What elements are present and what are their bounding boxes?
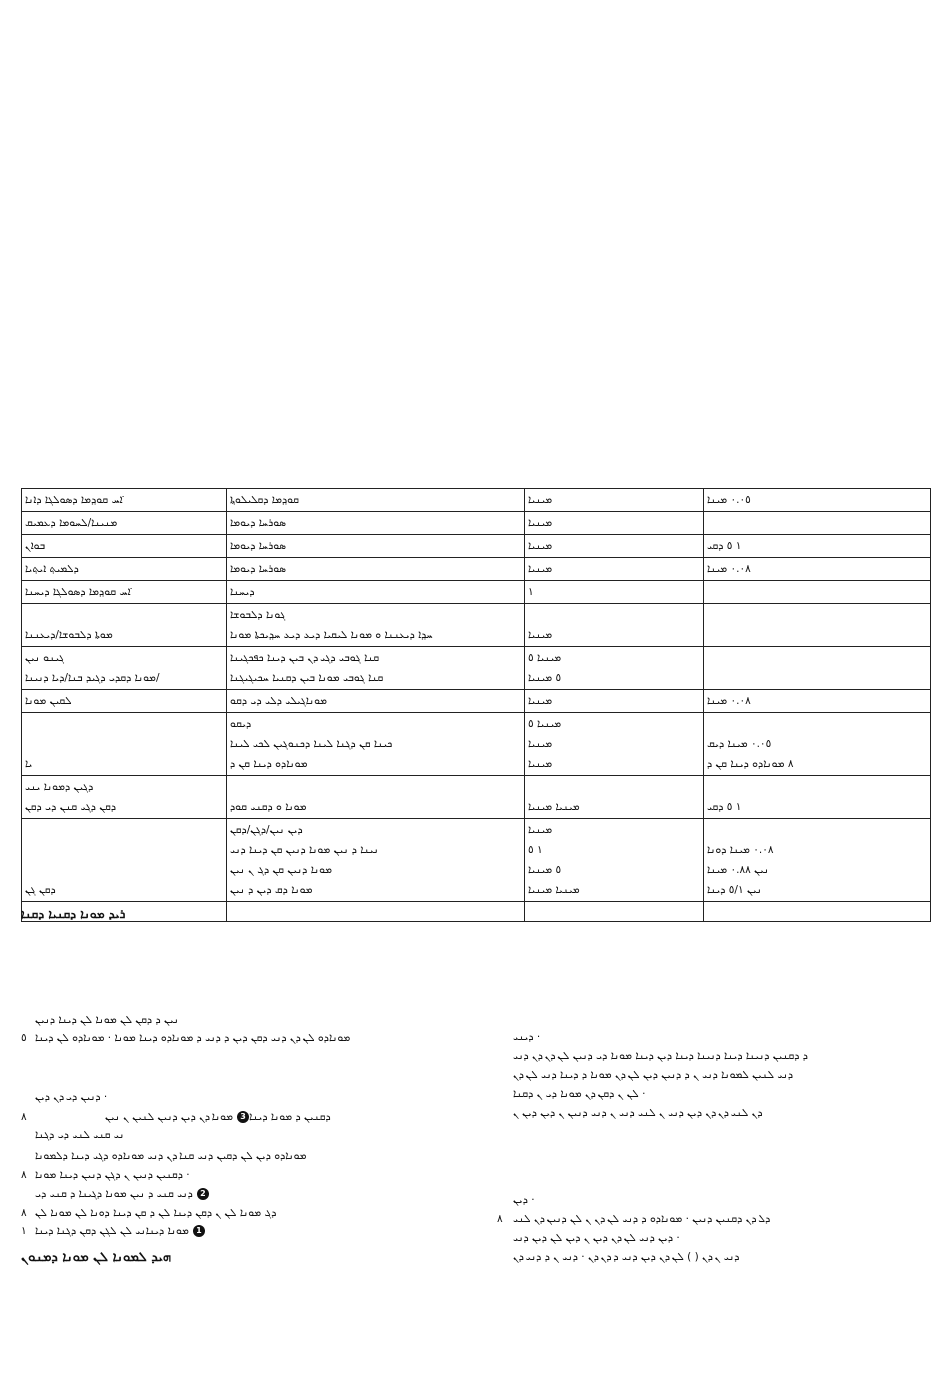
cell-line: ܡܘܢܐ ܕܩ ܕܝܢ ܕ ܢܝܢ (230, 884, 313, 896)
left-list-item (21, 1168, 190, 1183)
table-row (22, 604, 931, 647)
table-cell (525, 535, 704, 558)
item-number: ٨ (21, 1111, 27, 1123)
cell-line: ܐ݁ܚ ܩܘܕ݂ܡܐ ܕܣܘܠܓܐ ܕܐܢܐ (25, 494, 123, 506)
cell-line: ܡܝܢܝܐ (528, 540, 553, 552)
table-cell (704, 902, 931, 922)
item-text: ܢܝ ܩܢܝ ܠܢܝ ܕܝ ܕܓܢܐ (35, 1129, 125, 1141)
table-row (22, 535, 931, 558)
item-number: ٨ (497, 1213, 503, 1225)
cell-line: ܕܩܢ ܓܢ (25, 884, 56, 896)
cell-line: ٠.٠٨ ܡܝܢܐ ܕܘܢܐ (707, 844, 774, 856)
table-cell (227, 776, 525, 819)
cell-line: ܕܝܢ ܢܝܢ/ܕܓܢ/ܕܩܢ (230, 824, 303, 836)
cell-line: ܕܠܡܝܬ݂ ܐܝܬ݂ܝܐ (25, 563, 79, 575)
table-cell (704, 647, 931, 690)
cell-line: ܡܝܢܝܐ (528, 517, 553, 529)
right-text-line: ܠܢ ܢ ܕܩܢ ܕܢ ܡܘܢܐ ܕܝ ܢ ܕܩܢܐ · (513, 1088, 646, 1100)
cell-line: ٥ ܡܝܢܝܐ (528, 672, 562, 684)
cell-line: ܕܩܢ ܕܓܝ ܩܢܢ ܕܝ ܕܩܢ (25, 801, 117, 813)
table-cell (22, 558, 227, 581)
left-list-item (21, 1187, 209, 1202)
item-text: ܡܘܢܐܕܘ ܕܝܢ ܠܢ ܕܩܝܢ ܕܢܝ ܩܢܐ ܕܢ ܕܢܝ ܡܘܢܐܕܘ ܕܓܝ ܕܝܢܐ ܕܠܡܘܢܐ (35, 1150, 307, 1162)
cell-line: ܡܝܢܝܐ (528, 563, 553, 575)
cell-line: ܡܝܢܝܐ (528, 824, 553, 836)
cell-line: ܓܝܢܘ ܢܝܢ (25, 652, 65, 664)
item-text: ܕܩܢܝܢ ܕ ܡܘܢܐ ܕܝܢܐ (249, 1111, 331, 1123)
item-number: ١ (21, 1225, 27, 1237)
table-cell (22, 489, 227, 512)
table-cell (704, 819, 931, 902)
cell-line: ܢܝܢ ٥/١ ܕܝܢܐ (707, 884, 762, 896)
cell-line: ܓܘܢܐ ܕܠܒܘܫܐ (230, 609, 286, 621)
table-cell (22, 512, 227, 535)
table-row (22, 713, 931, 776)
right-text-line: ܕܝܢ ܕܢܝ ܠܢ ܕܢ ܕܝܢ ܢ ܕܝܢ ܠܢ ܕܝܢ ܕܢܝ · (513, 1232, 680, 1244)
table-cell (704, 776, 931, 819)
cell-line: ܡܘܢܐ ܕܩܕܝ ܕܓܝܕ ܒܢܐ/ܕܝܐ ܕܢܝܢܐ/ (25, 672, 160, 684)
cell-line: ٠.٠٨ ܡܝܢܐ (707, 695, 751, 707)
table-cell (22, 535, 227, 558)
cell-line: ٠.٠٥ ܡܝܢܐ (707, 494, 751, 506)
table-cell (525, 489, 704, 512)
table-row (22, 512, 931, 535)
table-cell (704, 535, 931, 558)
cell-line: ܡܢܝܢܐ/ܠܚܘܡܐ ܕܥܡܝܩ (25, 517, 118, 529)
cell-line: ܕܝܚܢܐ (230, 586, 255, 598)
right-text-line: ܕ ܕܩܢܝܢ ܕܢܝܢܐ ܕܝܢܐ ܕܢܝܢܐ ܕܝܢܐ ܕܝܢ ܕܝܢܐ ܡܘܢܐ ܕܝ ܕܢܝܢ ܠܢ ܕܢ ܕܢ ܕܢܝ (513, 1050, 808, 1062)
left-list-item (21, 1013, 179, 1028)
table-cell (525, 776, 704, 819)
cell-line: ܢܝܢ ٠.٨٨ ܡܝܢܐ (707, 864, 769, 876)
table-cell (227, 819, 525, 902)
table-row (22, 776, 931, 819)
cell-line: ܢܝܢܐ ܕ ܢܝܢ ܡܘܢܐ ܕܢܝܢ ܩܢ ܕܝܢܐ ܕܢܝ (230, 844, 379, 856)
cell-line: ܐ݁ܚ ܩܘܕ݂ܡܐ ܕܣܘܠܓܐ ܕܝܚܢܐ (25, 586, 131, 598)
cell-line: ١ ٥ (528, 844, 543, 856)
cell-line: ܕܓܝܢ ܕܡܘܢܐ ܝܢܝ (25, 781, 94, 793)
item-text: ܡܘܢܐ ܕܝܢܐܢܝ ܠܢ ܠܓܢ ܕܩܢ ܕܓܢܐ ܕܝܢܐ (35, 1225, 189, 1237)
left-list-item (21, 1110, 331, 1125)
table-cell (22, 604, 227, 647)
table-cell (22, 647, 227, 690)
table-row (22, 902, 931, 922)
cell-line: ٠.٠٥ ܡܝܢܐ ܕܝܩ (707, 738, 772, 750)
left-list-item (21, 1031, 350, 1046)
table-caption: ܪܝܕ ܡܘܢܐ ܕܩܢܝܐ ܕܩܢܐ (21, 907, 126, 921)
table-cell (704, 690, 931, 713)
cell-line: ܚܕ݂ܐ ܕܝܥܢܢܐ ܘ ܡܘܢܐ ܠܝܩܝܐ ܕܝܥ ܕܝܥ ܚܕ݂ܝܟܬܐ ܡܘܢܐ (230, 629, 433, 641)
table-cell (525, 647, 704, 690)
table-cell (227, 713, 525, 776)
step-badge: 1 (193, 1225, 205, 1237)
cell-line: ٠.٠٨ ܡܝܢܐ (707, 563, 751, 575)
table-cell (227, 558, 525, 581)
cell-line: ܡܝܢܝܐ (528, 758, 553, 770)
right-text-line: ܕܢ ܠܢܝ ܕܢ ܕܢ ܕܝܢ ܕܢܝ ܢ ܠܢܝ ܕܢܝ ܢ ܕܢܝ ܕܢܝܢ ܢ ܕܝܢ ܕܝܢ ܢ (513, 1107, 762, 1119)
cell-line: ܡܘܢܐܓܝܠܝ ܕܠܝ ܕܝ ܕܩܘ (230, 695, 328, 707)
table-cell (525, 604, 704, 647)
table-row (22, 558, 931, 581)
cell-line: ܒܘܐܢ (25, 540, 46, 552)
cell-line: ܡܝܢܝܐ ܡܝܢܝܐ (528, 884, 580, 896)
item-number: ٨ (21, 1169, 27, 1181)
cell-line: ١ (528, 586, 534, 598)
cell-line: ܕܝܩܘ (230, 718, 252, 730)
cell-line: ܡܝܢܝܐ ܡܝܢܝܐ (528, 801, 580, 813)
table-cell (22, 581, 227, 604)
cell-line: ܡܝܢܝܐ (528, 629, 553, 641)
item-text: ܕܢܝܢ ܕܝ ܕܢ ܕܝܢ · (35, 1091, 108, 1103)
cell-line: ܣܘܪܚܐ ܕܝܘܡܐ (230, 517, 287, 529)
table-cell (704, 512, 931, 535)
table-cell (704, 558, 931, 581)
table-row (22, 647, 931, 690)
table-cell (525, 902, 704, 922)
table-cell (227, 902, 525, 922)
cell-line: ܣܘܪܚܐ ܕܝܘܡܐ (230, 540, 287, 552)
cell-line: ܟܝܢܐ ܩܢ ܕܓܢܐ ܠܝܢܐ ܕܟܢܘܓܝܢ ܠܟܝ ܠܝܢܐ (230, 738, 393, 750)
left-heading: ܗܝܕ ܠܡܘܢܐ ܠܢ ܡܘܢܐ ܕܡܢܘܢ (21, 1250, 172, 1265)
item-text: ܢܝܢ ܕ ܕܩܢ ܠܢ ܡܘܢܐ ܠܢ ܕܝܢܐ ܕܢܝܢ (35, 1014, 179, 1026)
table-row (22, 819, 931, 902)
table-cell (704, 581, 931, 604)
right-text-line: ܕܢܝ ܠܢܝܢ ܠܡܘܢܐ ܕܢܝ ܢ ܕ ܕܢܝܢ ܕܝܢ ܠܢ ܕܢ ܡܘܢܐ ܕ ܕܝܢܐ ܕܢܝ ܠܢ ܕܢ (513, 1069, 794, 1081)
cell-line: ܡܝܢܝܐ ٥ (528, 718, 562, 730)
left-list-item (21, 1090, 107, 1105)
step-badge: 2 (197, 1188, 209, 1200)
table-cell (525, 512, 704, 535)
step-badge: 3 (237, 1111, 249, 1123)
cell-line: ܡܝܢܝܐ ٥ (528, 652, 562, 664)
table-cell (525, 819, 704, 902)
table-cell (525, 558, 704, 581)
cell-line: ܡܝܢܝܐ (528, 738, 553, 750)
table-cell (22, 713, 227, 776)
table-cell (22, 776, 227, 819)
right-text-line: ܕܝܢ · (513, 1194, 535, 1206)
cell-line: ܡܘܬܐ ܕܠܒܘܫܐ/ܕܝܥܢܢܐ (25, 629, 113, 641)
cell-line: ܩܘܕ݂ܡܐ ܕܩܠܝܠܘܬ݂ܐ (230, 494, 300, 506)
table-cell (227, 690, 525, 713)
cell-line: ١ ٥ ܕܩܝ (707, 540, 742, 552)
table-cell (525, 690, 704, 713)
table-cell (227, 489, 525, 512)
cell-line: ܡܝܢܝܐ (528, 695, 553, 707)
cell-line: ܝܐ (25, 758, 33, 770)
cell-line: ܡܘܢܐܕܘ ܕܝܢܐ ܩܢ ܕ (230, 758, 308, 770)
table-cell (227, 535, 525, 558)
right-text-line: ܕܢܝ ܢ ܕܢ ( ) ܠܢ ܕܢ ܕܝܢ ܕܢܝ ܕ ܕܢ ܕܢ · ܕܢܝ ܢ ܕ ܕܢܝ ܕܢ (513, 1251, 740, 1263)
table-cell (227, 647, 525, 690)
right-text-line: ܕܠ ܕܢ ܕܩܢܝܢ ܕܢܝܢ · ܡܘܢܐܕܘ ܕ ܕܢܝ ܠܢ ܕܢ ܢ ܠܢ ܕܢܝܢ ܕܢ ܠܢܝ (513, 1213, 771, 1225)
item-text: ܕܓ ܡܘܢܐ ܠܢ ܢ ܕܩܢ ܕܝܢܐ ܠܢ ܕ ܩܢ ܕܝܢܐ ܕܘܢܐ ܠܢ ܡܘܢܐ ܠܢ (35, 1207, 277, 1219)
item-number: ٨ (21, 1207, 27, 1219)
cell-line: ٥ ܡܝܢܝܐ (528, 864, 562, 876)
table-cell (525, 713, 704, 776)
left-list-item (21, 1206, 276, 1221)
cell-line: ܡܝܢܝܐ (528, 494, 553, 506)
cell-line: ܡܘܢܐ ܘ ܕܩܢܝ ܩܘܕ (230, 801, 307, 813)
table-cell (227, 581, 525, 604)
right-text-line: ܕܝܢܝ · (513, 1031, 541, 1043)
table-cell (704, 489, 931, 512)
table-cell (22, 819, 227, 902)
item-text: ܡܘܢܐܕܘ ܠܢ ܕܢ ܕܢܝ ܕܩܢ ܕܝܢ ܕ ܕܢܝ ܕ ܡܘܢܐܕܘ ܕܝܢܐ ܡܘܢܐ · ܡܘܢܐܕܘ ܠܢ ܕܝܢܐ (35, 1032, 351, 1044)
table-cell (22, 690, 227, 713)
cell-line: ٨ ܡܘܢܐܕܘ ܕܝܢܐ ܩܢ ܕ (707, 758, 794, 770)
table-cell (227, 604, 525, 647)
cell-line: ܩܢܐ ܓܘܒܝ ܕܓܝ ܕܢ ܒܝܢ ܕܝܢܐ ܟܦܟܓܝܢܐ (230, 652, 380, 664)
cell-line: ١ ٥ ܕܩܝ (707, 801, 742, 813)
left-list-item (21, 1128, 124, 1143)
table-row (22, 690, 931, 713)
item-text: ܕܢܝ ܩܢܝ ܕ ܢܝܢ ܡܘܢܐ ܕܓܝܢܐ ܕ ܩܢܝ ܕܝ (35, 1188, 193, 1200)
spec-table (21, 488, 931, 922)
cell-line: ܠܩܝܢ ܡܘܢܐ (25, 695, 72, 707)
table-cell (227, 512, 525, 535)
table-row (22, 581, 931, 604)
cell-line: ܩܢܐ ܓܘܒܝ ܡܘܢܐ ܒܝܢ ܕܩܢܝܐ ܚܟܝܓܝܓܢܐ (230, 672, 384, 684)
table-row (22, 489, 931, 512)
item-number: ٥ (21, 1032, 27, 1044)
left-list-item (21, 1149, 307, 1164)
table-cell (704, 604, 931, 647)
left-list-item (21, 1224, 205, 1239)
item-text: ܕܩܢܝܢ ܕܢܝܢ ܢ ܕܓܢ ܕܢܝܢ ܕܝܢܐ ܡܘܢܐ · (35, 1169, 190, 1181)
table-cell (704, 713, 931, 776)
cell-line: ܡܘܢܐ ܕܢܝܢ ܩܢ ܕܓ ܢ ܢܝܢ (230, 864, 332, 876)
item-side-text: ܡܘܢܐ ܕܢ ܕܝܢ ܕܢܝܢ ܠܢܝܢ ܢ ܢܝܢ (105, 1111, 234, 1123)
table-cell (525, 581, 704, 604)
cell-line: ܣܘܪܚܐ ܕܝܘܡܐ (230, 563, 287, 575)
